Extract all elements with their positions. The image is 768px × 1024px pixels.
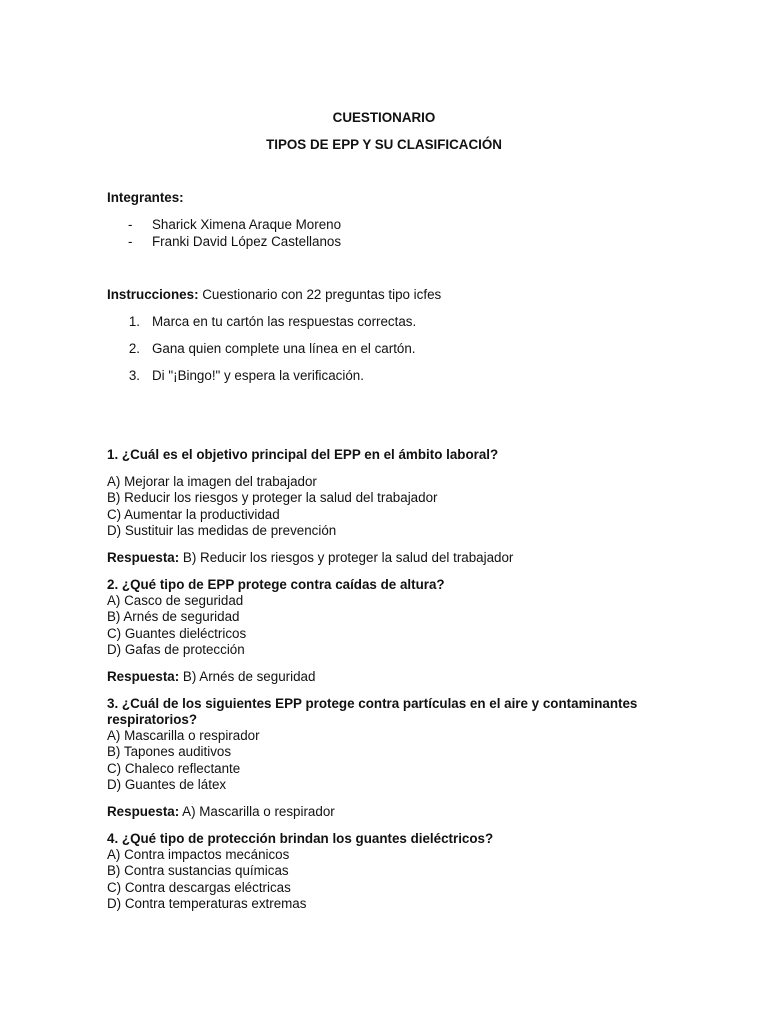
answer-text: B) Reducir los riesgos y proteger la salud del trabajador [182,550,514,565]
option: D) Contra temperaturas extremas [107,896,307,912]
option: A) Mejorar la imagen del trabajador [107,474,317,489]
option: C) Contra descargas eléctricas [107,879,291,895]
option: B) Tapones auditivos [107,744,232,760]
member-name: Franki David López Castellanos [152,234,342,249]
question-3-options [107,728,260,794]
question-3-answer [107,804,335,820]
option: A) Mascarilla o respirador [107,728,260,743]
member-name: Sharick Ximena Araque Moreno [152,217,342,232]
answer-label: Respuesta: [107,669,180,684]
answer-text: A) Mascarilla o respirador [182,804,335,819]
option: D) Sustituir las medidas de prevención [107,523,337,539]
option: A) Casco de seguridad [107,593,244,608]
instruction-step-text: Marca en tu cartón las respuestas correctas. [152,314,417,329]
option: B) Arnés de seguridad [107,609,240,625]
question-4-title: 4. ¿Qué tipo de protección brindan los guantes dieléctricos? [107,831,494,846]
members-label: Integrantes: [107,190,184,205]
instruction-step-text: Gana quien complete una línea en el cartón. [152,341,416,356]
instructions-line [107,287,441,303]
question-1-title: 1. ¿Cuál es el objetivo principal del EPP en el ámbito laboral? [107,447,499,462]
option: D) Guantes de látex [107,777,227,793]
option: B) Reducir los riesgos y proteger la salud del trabajador [107,490,438,506]
answer-text: B) Arnés de seguridad [182,669,316,684]
question-3-title: 3. ¿Cuál de los siguientes EPP protege contra partículas en el aire y contaminantes [107,696,638,711]
question-2-options [107,593,246,659]
option: C) Aumentar la productividad [107,506,280,522]
question-1-options [107,474,437,540]
question-4-options [107,847,306,913]
option: B) Contra sustancias químicas [107,863,289,879]
question-1-answer [107,550,513,566]
instruction-step-text: Di "¡Bingo!" y espera la verificación. [152,368,364,383]
question-2-answer [107,669,315,685]
document-title: CUESTIONARIO [332,110,436,125]
instructions-text: Cuestionario con 22 preguntas tipo icfes [202,287,442,302]
document-page: CUESTIONARIO TIPOS DE EPP Y SU CLASIFICACIÓN Integrantes: - Sharick Ximena Araque Moreno - Franki David López Castellanos Instrucciones: Cuestionario con 22 preguntas tipo icfes 1. Marca en tu cartón las respuestas correctas. 2. Gana quien complete una línea en el cartón. 3. Di "¡Bingo!" y espera la verificación. 1. ¿Cuál es el objetivo principal del EPP en el ámbito laboral? A) Mejorar la imagen del trabajador B) Reducir los riesgos y proteger la salud del trabajador C) Aumentar la productividad D) Sustituir las medidas de prevención Respuesta: B) Reducir los riesgos y proteger la salud del trabajador 2. ¿Qué tipo de EPP protege contra caídas de altura? A) Casco de seguridad B) Arnés de seguridad C) Guantes dieléctricos D) Gafas de protección Respuesta: B) Arnés de seguridad 3. ¿Cuál de los siguientes EPP protege contra partículas en el aire y contaminantes respiratorios? A) Mascarilla o respirador B) Tapones auditivos C) Chaleco reflectante D) Guantes de látex Respuesta: A) Mascarilla o respirador 4. ¿Qué tipo de protección brindan los guantes dieléctricos? A) Contra impactos mecánicos B) Contra sustancias químicas C) Contra descargas eléctricas D) Contra temperaturas extremas [0,0,768,1024]
option: A) Contra impactos mecánicos [107,847,290,862]
answer-label: Respuesta: [107,804,180,819]
option: C) Chaleco reflectante [107,760,241,776]
option: D) Gafas de protección [107,642,245,658]
document-subtitle: TIPOS DE EPP Y SU CLASIFICACIÓN [266,137,502,152]
answer-label: Respuesta: [107,550,180,565]
instructions-label: Instrucciones: [107,287,199,302]
question-2-title: 2. ¿Qué tipo de EPP protege contra caídas de altura? [107,577,445,592]
question-3-title-cont: respiratorios? [107,712,198,727]
option: C) Guantes dieléctricos [107,625,247,641]
